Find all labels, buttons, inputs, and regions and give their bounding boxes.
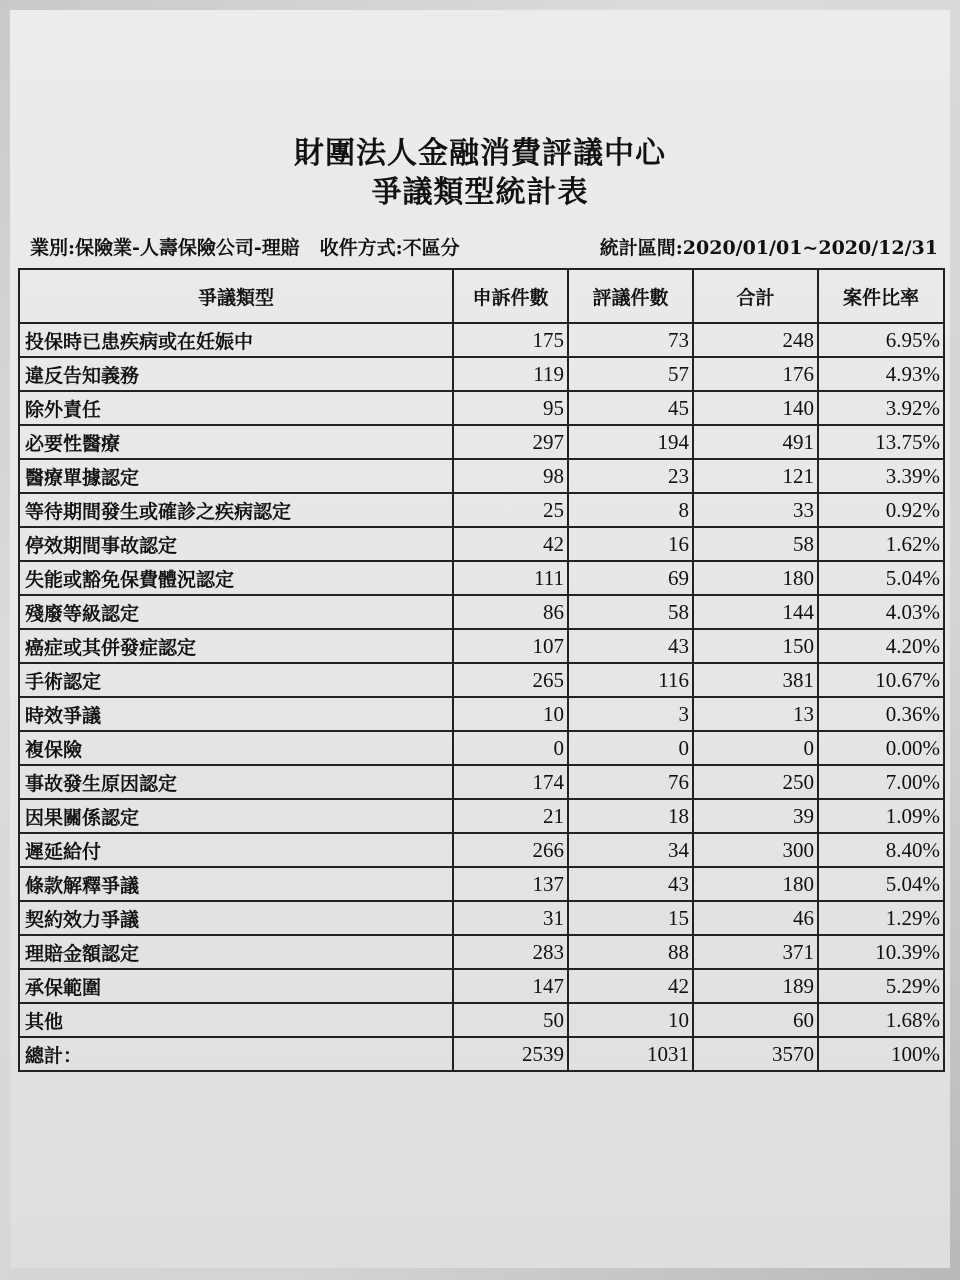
- row-total: 144: [693, 595, 818, 629]
- row-complaints: 31: [453, 901, 568, 935]
- row-complaints: 147: [453, 969, 568, 1003]
- row-ratio: 8.40%: [818, 833, 944, 867]
- row-complaints: 95: [453, 391, 568, 425]
- row-dispute-type: 複保險: [19, 731, 453, 765]
- row-reviews: 58: [568, 595, 693, 629]
- row-ratio: 0.00%: [818, 731, 944, 765]
- row-ratio: 1.68%: [818, 1003, 944, 1037]
- row-total: 180: [693, 867, 818, 901]
- row-ratio: 5.29%: [818, 969, 944, 1003]
- row-complaints: 98: [453, 459, 568, 493]
- row-reviews: 69: [568, 561, 693, 595]
- row-complaints: 283: [453, 935, 568, 969]
- row-reviews: 73: [568, 323, 693, 357]
- table-row: [19, 901, 944, 935]
- row-ratio: 6.95%: [818, 323, 944, 357]
- row-total: 46: [693, 901, 818, 935]
- row-complaints: 86: [453, 595, 568, 629]
- row-ratio: 1.62%: [818, 527, 944, 561]
- table-row: [19, 561, 944, 595]
- row-ratio: 10.39%: [818, 935, 944, 969]
- row-ratio: 5.04%: [818, 867, 944, 901]
- row-ratio: 0.92%: [818, 493, 944, 527]
- row-reviews: 15: [568, 901, 693, 935]
- row-complaints: 107: [453, 629, 568, 663]
- row-ratio: 7.00%: [818, 765, 944, 799]
- total-complaints: 2539: [453, 1037, 568, 1071]
- row-dispute-type: 因果關係認定: [19, 799, 453, 833]
- row-reviews: 3: [568, 697, 693, 731]
- row-ratio: 1.09%: [818, 799, 944, 833]
- total-label: 總計：: [19, 1037, 453, 1071]
- row-reviews: 42: [568, 969, 693, 1003]
- row-reviews: 16: [568, 527, 693, 561]
- row-reviews: 34: [568, 833, 693, 867]
- row-ratio: 4.93%: [818, 357, 944, 391]
- row-dispute-type: 癌症或其併發症認定: [19, 629, 453, 663]
- row-dispute-type: 醫療單據認定: [19, 459, 453, 493]
- row-total: 13: [693, 697, 818, 731]
- header-total: 合計: [693, 269, 818, 323]
- business-type: 業別:保險業-人壽保險公司-理賠: [30, 237, 300, 259]
- row-dispute-type: 時效爭議: [19, 697, 453, 731]
- row-total: 39: [693, 799, 818, 833]
- row-total: 0: [693, 731, 818, 765]
- table-row: [19, 527, 944, 561]
- row-ratio: 4.20%: [818, 629, 944, 663]
- table-row: [19, 1003, 944, 1037]
- row-total: 491: [693, 425, 818, 459]
- receipt-method: 收件方式:不區分: [319, 237, 460, 259]
- row-dispute-type: 事故發生原因認定: [19, 765, 453, 799]
- row-total: 58: [693, 527, 818, 561]
- row-dispute-type: 條款解釋爭議: [19, 867, 453, 901]
- row-dispute-type: 除外責任: [19, 391, 453, 425]
- row-reviews: 45: [568, 391, 693, 425]
- row-total: 300: [693, 833, 818, 867]
- row-reviews: 8: [568, 493, 693, 527]
- row-reviews: 0: [568, 731, 693, 765]
- row-reviews: 88: [568, 935, 693, 969]
- dispute-statistics-table: [18, 268, 945, 1072]
- table-row: [19, 425, 944, 459]
- row-reviews: 116: [568, 663, 693, 697]
- table-row: [19, 629, 944, 663]
- row-complaints: 111: [453, 561, 568, 595]
- row-complaints: 297: [453, 425, 568, 459]
- row-complaints: 265: [453, 663, 568, 697]
- row-reviews: 57: [568, 357, 693, 391]
- row-total: 250: [693, 765, 818, 799]
- row-dispute-type: 其他: [19, 1003, 453, 1037]
- row-total: 180: [693, 561, 818, 595]
- row-dispute-type: 殘廢等級認定: [19, 595, 453, 629]
- row-reviews: 10: [568, 1003, 693, 1037]
- header-dispute-type: 爭議類型: [19, 269, 453, 323]
- row-reviews: 194: [568, 425, 693, 459]
- table-row: [19, 391, 944, 425]
- row-complaints: 0: [453, 731, 568, 765]
- row-total: 60: [693, 1003, 818, 1037]
- row-dispute-type: 失能或豁免保費體況認定: [19, 561, 453, 595]
- table-row: [19, 323, 944, 357]
- row-dispute-type: 投保時已患疾病或在妊娠中: [19, 323, 453, 357]
- table-row: [19, 663, 944, 697]
- row-dispute-type: 等待期間發生或確診之疾病認定: [19, 493, 453, 527]
- row-complaints: 42: [453, 527, 568, 561]
- row-complaints: 266: [453, 833, 568, 867]
- table-row: [19, 595, 944, 629]
- row-dispute-type: 契約效力爭議: [19, 901, 453, 935]
- table-row: [19, 969, 944, 1003]
- row-complaints: 137: [453, 867, 568, 901]
- row-total: 150: [693, 629, 818, 663]
- row-ratio: 4.03%: [818, 595, 944, 629]
- row-ratio: 3.39%: [818, 459, 944, 493]
- table-row: [19, 833, 944, 867]
- row-complaints: 174: [453, 765, 568, 799]
- row-complaints: 50: [453, 1003, 568, 1037]
- table-total-row: [19, 1037, 944, 1071]
- row-dispute-type: 停效期間事故認定: [19, 527, 453, 561]
- row-total: 189: [693, 969, 818, 1003]
- total-ratio: 100%: [818, 1037, 944, 1071]
- row-total: 121: [693, 459, 818, 493]
- row-ratio: 0.36%: [818, 697, 944, 731]
- table-header-row: [19, 269, 944, 323]
- header-ratio: 案件比率: [818, 269, 944, 323]
- row-total: 381: [693, 663, 818, 697]
- table-row: [19, 935, 944, 969]
- row-total: 371: [693, 935, 818, 969]
- row-dispute-type: 違反告知義務: [19, 357, 453, 391]
- row-reviews: 43: [568, 867, 693, 901]
- row-reviews: 43: [568, 629, 693, 663]
- row-reviews: 23: [568, 459, 693, 493]
- row-total: 140: [693, 391, 818, 425]
- row-total: 33: [693, 493, 818, 527]
- header-reviews: 評議件數: [568, 269, 693, 323]
- row-ratio: 5.04%: [818, 561, 944, 595]
- row-ratio: 3.92%: [818, 391, 944, 425]
- row-complaints: 25: [453, 493, 568, 527]
- table-row: [19, 765, 944, 799]
- table-row: [19, 493, 944, 527]
- row-complaints: 21: [453, 799, 568, 833]
- row-dispute-type: 手術認定: [19, 663, 453, 697]
- row-dispute-type: 遲延給付: [19, 833, 453, 867]
- row-ratio: 13.75%: [818, 425, 944, 459]
- table-row: [19, 867, 944, 901]
- table-row: [19, 731, 944, 765]
- table-row: [19, 697, 944, 731]
- row-ratio: 1.29%: [818, 901, 944, 935]
- total-sum: 3570: [693, 1037, 818, 1071]
- header-complaints: 申訴件數: [453, 269, 568, 323]
- row-dispute-type: 必要性醫療: [19, 425, 453, 459]
- row-complaints: 10: [453, 697, 568, 731]
- table-row: [19, 799, 944, 833]
- row-dispute-type: 理賠金額認定: [19, 935, 453, 969]
- row-complaints: 119: [453, 357, 568, 391]
- row-dispute-type: 承保範圍: [19, 969, 453, 1003]
- meta-info: [30, 233, 460, 260]
- row-total: 176: [693, 357, 818, 391]
- row-reviews: 76: [568, 765, 693, 799]
- row-ratio: 10.67%: [818, 663, 944, 697]
- total-reviews: 1031: [568, 1037, 693, 1071]
- table-row: [19, 459, 944, 493]
- document-title: 財團法人金融消費評議中心: [294, 136, 666, 171]
- row-total: 248: [693, 323, 818, 357]
- row-complaints: 175: [453, 323, 568, 357]
- row-reviews: 18: [568, 799, 693, 833]
- document-subtitle: 爭議類型統計表: [371, 175, 589, 210]
- table-row: [19, 357, 944, 391]
- statistics-period: 統計區間:2020/01/01~2020/12/31: [599, 237, 938, 259]
